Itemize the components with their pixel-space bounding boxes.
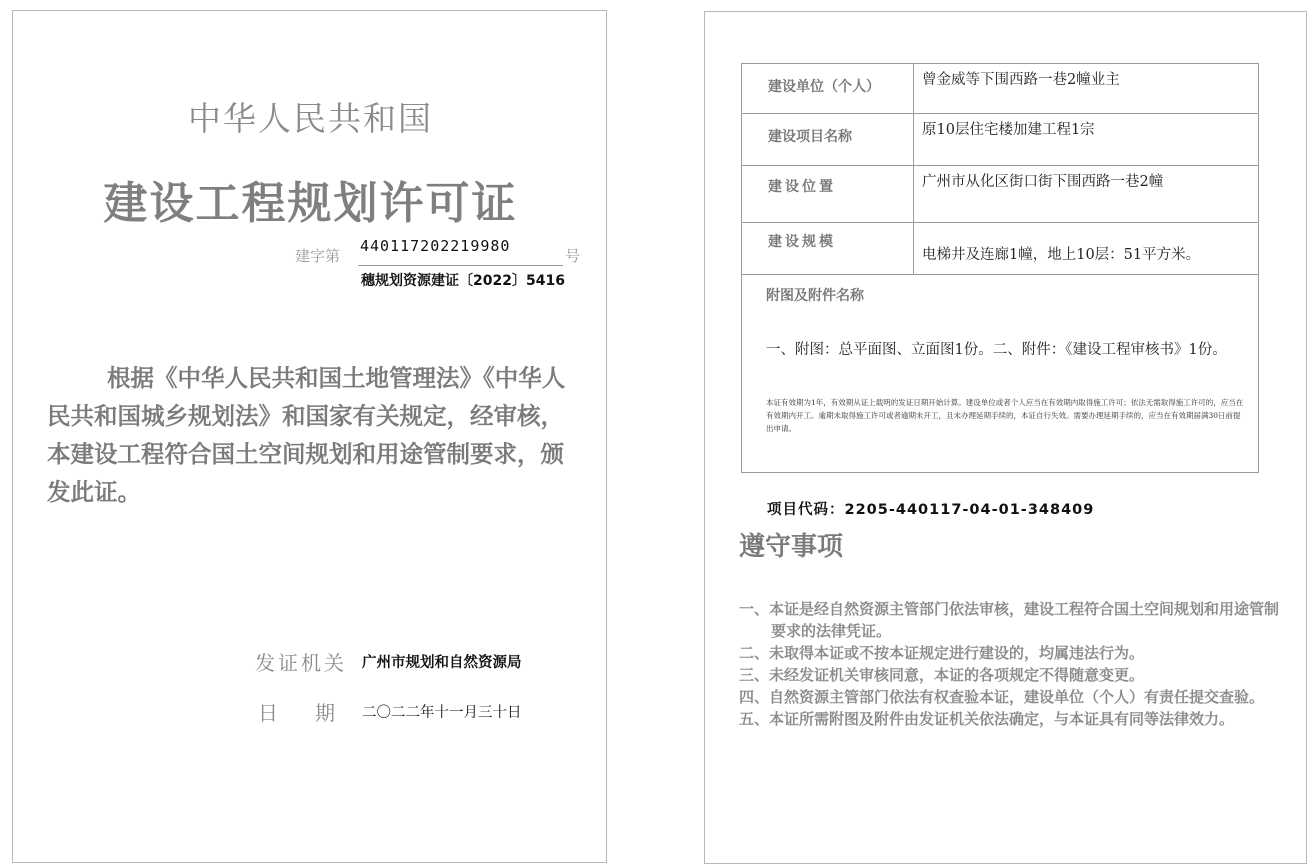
attachment-text: 一、附图：总平面图、立面图1份。二、附件：《建设工程审核书》1份。 <box>766 342 1227 358</box>
list-item: 五、本证所需附图及附件由发证机关依法确定，与本证具有同等法律效力。 <box>739 710 1235 728</box>
row-value: 电梯井及连廊1幢，地上10层：51平方米。 <box>922 247 1201 263</box>
list-item: 二、未取得本证或不按本证规定进行建设的，均属违法行为。 <box>739 644 1145 662</box>
attachment-label: 附图及附件名称 <box>766 288 864 304</box>
row-value: 曾金威等下围西路一巷2幢业主 <box>922 72 1120 88</box>
jz-underline <box>358 265 563 266</box>
row-label: 建设单位（个人） <box>742 64 914 113</box>
date-label-char-1: 日 <box>258 701 278 725</box>
validity-note: 本证有效期为1年，有效期从证上载明的发证日期开始计算。建设单位或者个人应当在有效期内取得施工许可；依法无需取得施工许可的，应当在有效期内开工。逾期未取得施工许可或者逾期未开工，且未办理延期手续的，本证自行失效。需要办理延期手续的，应当在有效期届满30日前提出申请。 <box>766 398 1244 433</box>
issue-date: 二〇二二年十一月三十日 <box>362 705 522 721</box>
table-row <box>742 114 1258 166</box>
jz-suffix: 号 <box>565 247 581 265</box>
issuer-label: 发证机关 <box>255 651 347 675</box>
notes-title: 遵守事项 <box>739 532 844 562</box>
certificate-body-text: 根据《中华人民共和国土地管理法》《中华人民共和国城乡规划法》和国家有关规定，经审核，本建设工程符合国土空间规划和用途管制要求，颁发此证。 <box>47 364 566 506</box>
sui-certificate-number: 穗规划资源建证〔2022〕5416 <box>361 273 565 289</box>
attachment-section <box>742 275 1258 472</box>
row-value: 广州市从化区街口街下围西路一巷2幢 <box>922 174 1164 190</box>
table-row <box>742 223 1258 275</box>
certificate-title: 建设工程规划许可证 <box>103 178 518 229</box>
list-item: 四、自然资源主管部门依法有权查验本证，建设单位（个人）有责任提交查验。 <box>739 688 1265 706</box>
jz-number: 440117202219980 <box>360 237 511 255</box>
country-heading: 中华人民共和国 <box>188 99 433 138</box>
notes-list <box>739 598 1279 730</box>
list-item: 三、未经发证机关审核同意，本证的各项规定不得随意变更。 <box>739 666 1145 684</box>
row-value: 原10层住宅楼加建工程1宗 <box>922 122 1095 138</box>
project-code: 项目代码：2205-440117-04-01-348409 <box>767 502 1095 518</box>
row-label: 建设项目名称 <box>742 114 914 165</box>
row-label: 建设位置 <box>742 166 914 222</box>
info-table <box>741 63 1259 473</box>
table-row <box>742 64 1258 114</box>
date-label-char-2: 期 <box>315 701 335 725</box>
issuer-value: 广州市规划和自然资源局 <box>362 655 522 671</box>
list-item: 一、本证是经自然资源主管部门依法审核，建设工程符合国土空间规划和用途管制要求的法律凭证。 <box>739 600 1280 640</box>
certificate-back-page <box>704 11 1307 864</box>
row-label: 建设规模 <box>742 223 914 274</box>
certificate-front-page <box>12 10 607 863</box>
table-row <box>742 166 1258 223</box>
jz-label: 建字第 <box>295 247 341 265</box>
